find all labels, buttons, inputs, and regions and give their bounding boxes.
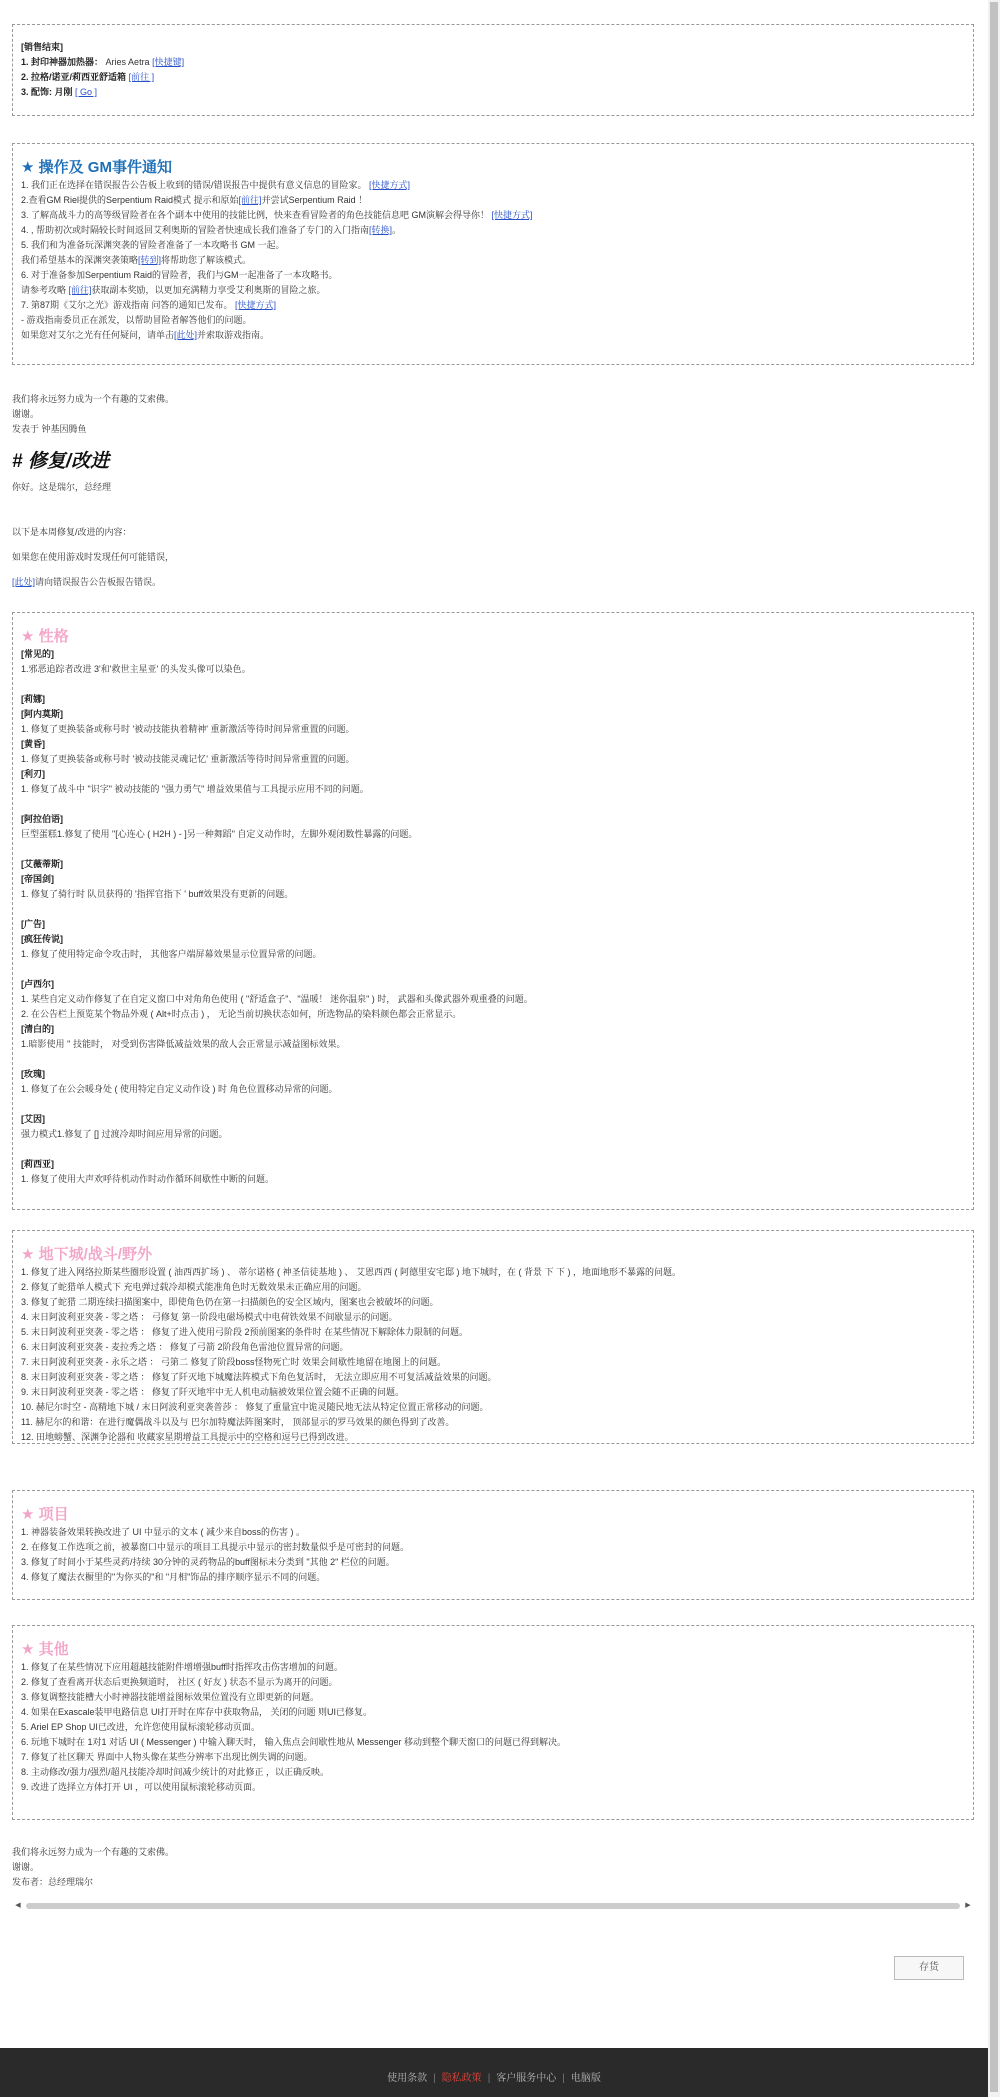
gm-line: [21, 208, 965, 223]
sales-line-number: 1.: [21, 57, 29, 67]
gm-line-text: 我们希望基本的深渊突袭策略: [21, 255, 139, 265]
fix-report-line: [12, 575, 174, 590]
other-box: [12, 1625, 974, 1820]
gm-line: [21, 313, 965, 328]
gm-line-text: 1. 我们正在选择在错误报告公告板上收到的错误/错误报告中提供有意义信息的冒险家。: [21, 180, 370, 190]
sales-line: [21, 85, 965, 100]
gm-box: [12, 143, 974, 365]
fix-intro: [12, 450, 174, 590]
footer-link-pc[interactable]: 电脑版: [570, 2073, 601, 2084]
signoff-top: [12, 392, 174, 437]
gm-line-link[interactable]: [快捷方式]: [235, 300, 277, 310]
gm-line-text: 4. , 帮助初次或时隔较长时间返回艾利奥斯的冒险者快速成长我们准备了专门的入门指南: [21, 225, 370, 235]
character-group: [21, 1067, 965, 1097]
character-group-line: 1. 修复了更换装备或称号时 '被动技能灵魂记忆' 重新激活等待时间异常重置的问题。: [21, 754, 355, 764]
dungeon-line: 1. 修复了进入网络拉斯某些圈形设置 ( 油西西扩场 ) 、 蒂尔诺格 ( 神圣信徒基地 ) 、 艾恩西西 ( 阿德里安宅邸 ) 地下城时，在 ( 背景 下 下 ) ，地面地形不暴露的问题。: [21, 1267, 681, 1277]
dungeon-title: ★ 地下城/战斗/野外: [21, 1246, 152, 1263]
character-group-head: [广告]: [21, 919, 45, 929]
character-group-head: [利刃]: [21, 769, 45, 779]
character-group-line: 1. 修复了战斗中 "识字" 被动技能的 "强力勇气" 增益效果值与工具提示应用不同的问题。: [21, 784, 369, 794]
footer-link-support[interactable]: 客户服务中心: [496, 2073, 557, 2084]
sales-line-label: 拉格/诺亚/莉西亚舒适箱: [31, 72, 127, 82]
gm-line-text: 7. 第87期《艾尔之光》游戏指南 问答的通知已发布。: [21, 300, 236, 310]
gm-line-link[interactable]: [转换]: [369, 225, 393, 235]
other-line: 7. 修复了社区聊天 界面中人物头像在某些分辨率下出现比例失调的问题。: [21, 1752, 313, 1762]
gm-line: [21, 253, 965, 268]
character-group-line: 1.暗影使用 '' 技能时， 对受到伤害降低减益效果的敌人会正常显示减益图标效果。: [21, 1039, 346, 1049]
other-line: 1. 修复了在某些情况下应用超越技能附件增增强buff时指挥攻击伤害增加的问题。: [21, 1662, 343, 1672]
gm-line-text: 请参考攻略: [21, 285, 69, 295]
horizontal-scrollbar[interactable]: [12, 1900, 974, 1912]
character-group: [21, 812, 965, 842]
character-group-head: [玫瑰]: [21, 1069, 45, 1079]
save-bar: [0, 1940, 988, 2048]
fix-greeting: 你好。这是瑞尔，总经理: [12, 482, 112, 492]
gm-line-text: 6. 对于准备参加Serpentium Raid的冒险者，我们与GM一起准备了一本攻略书。: [21, 270, 338, 280]
character-group: [21, 647, 965, 677]
item-line: 3. 修复了时间小于某些灵药/持续 30分钟的灵药物品的buff图标未分类到 "其他 2" 栏位的问题。: [21, 1557, 395, 1567]
item-line: 1. 神器装备效果转换改进了 UI 中显示的文本 ( 减少来自boss的伤害 ) 。: [21, 1527, 306, 1537]
character-group-head: [常见的]: [21, 649, 54, 659]
gm-line-text: 3. 了解高战斗力的高等级冒险者在各个副本中使用的技能比例，快来查看冒险者的角色技能信息吧 GM演解会得导你！: [21, 210, 492, 220]
character-group-head: [阿内莫斯]: [21, 709, 63, 719]
gm-line-text: 5. 我们和为准备玩深渊突袭的冒险者准备了一本攻略书 GM 一起。: [21, 240, 285, 250]
report-after-text: 请向错误报告公告板报告错误。: [35, 577, 162, 587]
dungeon-line: 6. 末日阿波利亚突袭 - 麦拉秀之塔 ： 修复了弓箭 2阶段角色雷池位置异常的问题。: [21, 1342, 349, 1352]
signoff-line: 发表于 钟基因腾鱼: [12, 424, 87, 434]
character-group: [21, 1157, 965, 1187]
dungeon-line: 12. 田地螃蟹、深渊争论器和 收藏家星期增益工具提示中的空格和逗号已得到改进。: [21, 1432, 354, 1442]
gm-line-text: - 游戏指南委员正在派发，以帮助冒险者解答他们的问题。: [21, 315, 252, 325]
dungeon-line: 8. 末日阿波利亚突袭 - 零之塔 ： 修复了阡灭地下城魔法阵模式下角色复活时， 无法立即应用不可复活减益效果的问题。: [21, 1372, 497, 1382]
gm-line-link[interactable]: [此处]: [174, 330, 198, 340]
gm-lines: [21, 178, 965, 343]
sales-line-number: 2.: [21, 72, 29, 82]
dungeon-line: 10. 赫尼尔时空 - 高精地下城 / 末日阿波利亚突袭普莎 ： 修复了重量宜中诡灵随民地无法从特定位置正常移动的问题。: [21, 1402, 489, 1412]
gm-line-after: 并索取游戏指南。: [197, 330, 270, 340]
other-title: ★ 其他: [21, 1641, 69, 1658]
character-group-head: [莉西亚]: [21, 1159, 54, 1169]
item-lines: [21, 1525, 965, 1585]
fix-heading: # 修复/改进: [12, 451, 110, 472]
character-group: [21, 857, 965, 872]
dungeon-line: 11. 赫尼尔的和谐：在进行魔偶战斗以及与 巴尔加特魔法阵图案时， 顶部显示的罗马效果的颜色得到了改善。: [21, 1417, 455, 1427]
dungeon-box: [12, 1230, 974, 1444]
sales-line-number: 3.: [21, 87, 29, 97]
character-group: [21, 1112, 965, 1142]
character-group-line: 1.邪恶追踪者改进 3'和'救世主星亚' 的头发头像可以染色。: [21, 664, 251, 674]
sales-title: [销售结束]: [21, 42, 63, 52]
character-group: [21, 767, 965, 797]
scroll-right-icon[interactable]: ▶: [965, 1902, 971, 1909]
character-group: [21, 977, 965, 1022]
gm-line: [21, 238, 965, 253]
vertical-scroll-thumb[interactable]: [990, 2, 998, 2092]
character-group-line: 巨型蛋糕1.修复了使用 "[心连心 ( H2H ) - ]另一种舞蹈" 自定义动作时，左脚外观闭数性暴露的问题。: [21, 829, 418, 839]
dungeon-lines: [21, 1265, 965, 1445]
character-group-head: [黄昏]: [21, 739, 45, 749]
signoff-line: 发布者：总经理瑞尔: [12, 1877, 94, 1887]
sales-line-link[interactable]: [前往 ]: [128, 72, 155, 82]
save-button[interactable]: 存货: [894, 1956, 964, 1980]
character-groups: [21, 647, 965, 1187]
footer-separator: |: [433, 2073, 436, 2084]
fix-intro-text: 以下是本周修复/改进的内容：: [12, 527, 132, 537]
footer: [0, 2048, 988, 2097]
sales-line: [21, 55, 965, 70]
other-line: 6. 玩地下城时在 1对1 对话 UI ( Messenger ) 中输入聊天时， 输入焦点会间歇性地从 Messenger 移动到整个聊天窗口的问题已得到解决。: [21, 1737, 567, 1747]
character-group-line: 1. 修复了骑行时 队员获得的 '指挥官指下 ' buff效果没有更新的问题。: [21, 889, 294, 899]
character-group-line: 1. 某些自定义动作修复了在自定义窗口中对角角色使用 ( "舒适盒子"、"温暖！ 迷你温泉" ) 时， 武器和头像武器外观重叠的问题。: [21, 994, 533, 1004]
sales-line-text: Aries Aetra: [103, 57, 153, 67]
gm-line-after: 获取副本奖励，以更加充满精力享受艾利奥斯的冒险之旅。: [91, 285, 326, 295]
character-group-line: 强力模式1.修复了 [] 过渡冷却时间应用异常的问题。: [21, 1129, 228, 1139]
sales-box: [12, 24, 974, 116]
character-group: [21, 707, 965, 737]
gm-line-link[interactable]: [前往]: [238, 195, 262, 205]
other-lines: [21, 1660, 965, 1795]
dungeon-line: 9. 末日阿波利亚突袭 - 零之塔 ： 修复了阡灭地牢中无人机电动脑被效果位置会随不正确的问题。: [21, 1387, 405, 1397]
gm-line: [21, 223, 965, 238]
signoff-line: 我们将永远努力成为一个有趣的艾索佛。: [12, 394, 175, 404]
character-group-head: [疯狂传说]: [21, 934, 63, 944]
gm-line-text: 如果您对艾尔之光有任何疑问，请单击: [21, 330, 175, 340]
character-group-head: [艾因]: [21, 1114, 45, 1124]
character-group: [21, 737, 965, 767]
item-line: 4. 修复了魔法衣橱里的"为你买的"和 "月相"饰品的排序顺序显示不同的问题。: [21, 1572, 326, 1582]
character-group-head: [莉娜]: [21, 694, 45, 704]
character-group-head: [卢西尔]: [21, 979, 54, 989]
other-line: 5. Ariel EP Shop UI已改进，允许您使用鼠标滚轮移动页面。: [21, 1722, 260, 1732]
footer-link-privacy[interactable]: 隐私政策: [441, 2073, 482, 2084]
fix-report-text: 如果您在使用游戏时发现任何可能错误，: [12, 552, 175, 562]
gm-line: [21, 283, 965, 298]
gm-line: [21, 178, 965, 193]
dungeon-line: 7. 末日阿波利亚突袭 - 永乐之塔 ： 弓第二 修复了阶段boss怪物死亡时 效果会间歇性地留在地图上的问题。: [21, 1357, 447, 1367]
gm-line-link[interactable]: [快捷方式]: [491, 210, 533, 220]
item-box: [12, 1490, 974, 1600]
character-group-head: [帝国剑]: [21, 874, 54, 884]
gm-line-after: 并尝试Serpentium Raid ！: [261, 195, 368, 205]
sales-line-link[interactable]: [快捷键]: [152, 57, 185, 67]
footer-link-terms[interactable]: 使用条款: [387, 2073, 428, 2084]
signoff-line: 谢谢。: [12, 1862, 40, 1872]
character-group-head: [阿拉伯语]: [21, 814, 63, 824]
sales-line: [21, 70, 965, 85]
other-line: 9. 改进了选择立方体打开 UI ，可以使用鼠标滚轮移动页面。: [21, 1782, 262, 1792]
gm-title: ★ 操作及 GM事件通知: [21, 159, 172, 176]
footer-separator: |: [562, 2073, 565, 2084]
character-title: ★ 性格: [21, 628, 69, 645]
character-group-line: 1. 修复了使用特定命令攻击时， 其他客户端屏幕效果显示位置异常的问题。: [21, 949, 322, 959]
character-group: [21, 1022, 965, 1052]
character-group-line: 1. 修复了更换装备或称号时 '被动技能执着精神' 重新激活等待时间异常重置的问题。: [21, 724, 355, 734]
gm-line-link[interactable]: [快捷方式]: [369, 180, 411, 190]
sales-lines: [21, 55, 965, 100]
other-line: 3. 修复调整技能槽大小时神器技能增益图标效果位置没有立即更新的问题。: [21, 1692, 320, 1702]
gm-line-text: 2.查看GM Riel提供的Serpentium Raid模式 提示和原始: [21, 195, 239, 205]
character-group: [21, 917, 965, 932]
gm-line: [21, 268, 965, 283]
scroll-track[interactable]: [26, 1903, 960, 1909]
item-title: ★ 项目: [21, 1506, 69, 1523]
dungeon-line: 5. 末日阿波利亚突袭 - 零之塔 ： 修复了进入使用弓阶段 2预前图案的条件时 在某些情况下解除体力限制的问题。: [21, 1327, 469, 1337]
character-group-line: 1. 修复了使用大声欢呼待机动作时动作循环间歇性中断的问题。: [21, 1174, 275, 1184]
sales-line-link[interactable]: [ Go ]: [75, 87, 98, 97]
footer-separator: |: [487, 2073, 491, 2084]
other-line: 8. 主动修改/强力/强烈/超凡技能冷却时间减少统计的对此修正 ，以正确反映。: [21, 1767, 330, 1777]
dungeon-line: 4. 末日阿波利亚突袭 - 零之塔 ： 弓修复 第一阶段电磁场模式中电荷铁效果不间歇显示的问题。: [21, 1312, 398, 1322]
gm-line: [21, 193, 965, 208]
character-group-head: [清白的]: [21, 1024, 54, 1034]
dungeon-line: 2. 修复了蛇猎单人模式下 充电弹过载冷却模式能准角色时无数效果未正确应用的问题。: [21, 1282, 367, 1292]
character-group-line: 2. 在公告栏上预览某个物品外观 ( Alt+时点击 ) ， 无论当前切换状态如何，所选物品的染料颜色都会正常显示。: [21, 1009, 462, 1019]
item-line: 2. 在修复工作选项之前，被暴窗口中显示的项目工具提示中显示的密封数量似乎是可密封的问题。: [21, 1542, 410, 1552]
sales-line-label: 配饰: 月刚: [31, 87, 73, 97]
signoff-line: 我们将永远努力成为一个有趣的艾索佛。: [12, 1847, 175, 1857]
sales-line-label: 封印神器加热器：: [31, 57, 104, 67]
character-group-line: 1. 修复了在公会暖身处 ( 使用特定自定义动作设 ) 时 角色位置移动异常的问题。: [21, 1084, 338, 1094]
other-line: 2. 修复了查看离开状态后更换频道时， 社区 ( 好友 ) 状态不显示为离开的问题。: [21, 1677, 338, 1687]
character-group-head: [艾薇蒂斯]: [21, 859, 63, 869]
gm-line-link[interactable]: [转到]: [138, 255, 162, 265]
gm-line: [21, 298, 965, 313]
signoff-line: 谢谢。: [12, 409, 40, 419]
gm-line-after: 将帮助您了解该模式。: [161, 255, 252, 265]
gm-line-after: 。: [392, 225, 402, 235]
signoff-bottom: [12, 1845, 174, 1890]
report-here-link[interactable]: [此处]: [12, 577, 36, 587]
character-box: [12, 612, 974, 1210]
gm-line-link[interactable]: [前往]: [68, 285, 92, 295]
scroll-left-icon[interactable]: ◀: [15, 1902, 21, 1909]
character-group: [21, 692, 965, 707]
dungeon-line: 3. 修复了蛇猎 二期连续扫描图案中，即使角色仍在第一扫描颜色的安全区域内，图案也会被破坏的问题。: [21, 1297, 439, 1307]
character-group: [21, 932, 965, 962]
vertical-scrollbar[interactable]: [988, 0, 1000, 2097]
other-line: 4. 如果在Exascale装甲电路信息 UI打开时在库存中获取物品， 关闭的问题 则UI已修复。: [21, 1707, 373, 1717]
character-group: [21, 872, 965, 902]
gm-line: [21, 328, 965, 343]
